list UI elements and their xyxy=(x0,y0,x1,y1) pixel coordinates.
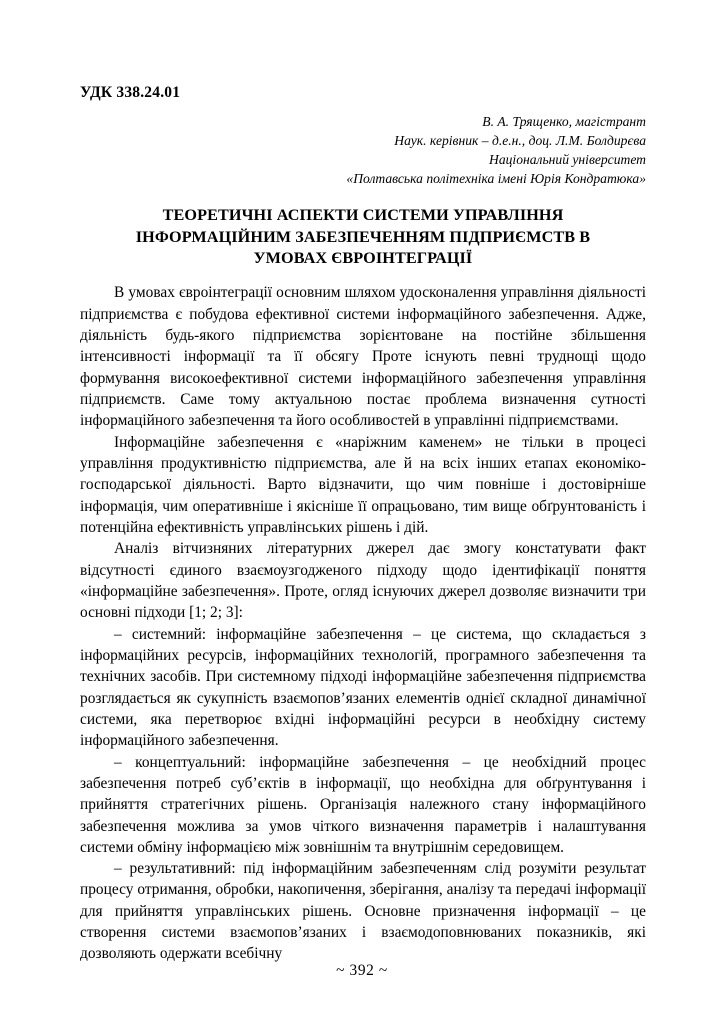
page-title xyxy=(80,205,646,269)
paragraph-2: Інформаційне забезпечення є «наріжним каменем» не тільки в процесі управління продуктивністю підприємства, але й на всіх інших етапах економіко-господарської діяльності. Варто відзначити, що чим повніше і достовірніше інформація, чим оперативніше і якісніше її опрацьовано, тим вище обґрунтованість і потенційна ефективність управлінських рішень і дій. xyxy=(80,433,646,536)
institution-line-2: «Полтавська політехніка імені Юрія Кондратюка» xyxy=(346,171,646,187)
list-item-resultative: – результативний: під інформаційним забезпеченням слід розуміти результат процесу отримання, обробки, накопичення, зберігання, аналізу та передачі інформації для прийняття управлінських рішень. Основне призначення інформації – це створення системи взаємопов’язаних і взаємодоповнюваних показників, які дозволяють одержати всебічну xyxy=(80,860,646,963)
title-line-1: ТЕОРЕТИЧНІ АСПЕКТИ СИСТЕМИ УПРАВЛІННЯ xyxy=(162,206,564,225)
supervisor-name: Наук. керівник – д.е.н., доц. Л.М. Болдирєва xyxy=(394,133,646,149)
title-line-3: УМОВАХ ЄВРОІНТЕГРАЦІЇ xyxy=(253,248,473,267)
institution-line-1: Національний університет xyxy=(489,152,646,168)
udk-code: УДК 338.24.01 xyxy=(80,84,181,101)
page-number: ~ 392 ~ xyxy=(336,962,388,979)
page-content xyxy=(80,0,646,965)
list-item-systemic: – системний: інформаційне забезпечення – це система, що складається з інформаційних ресурсів, інформаційних технологій, програмного забезпечення та технічних засобів. При системному підході інформаційне забезпечення підприємства розглядається як сукупність взаємопов’язаних елементів однієї складної динамічної системи, яка перетворює вхідні інформаційні ресурси в необхідну систему інформаційного забезпечення. xyxy=(80,625,646,750)
author-affiliation-block xyxy=(80,112,646,188)
title-line-2: ІНФОРМАЦІЙНИМ ЗАБЕЗПЕЧЕННЯМ ПІДПРИЄМСТВ В xyxy=(135,227,591,246)
author-name: В. А. Трященко, магістрант xyxy=(482,114,646,130)
paragraph-1: В умовах євроінтеграції основним шляхом удосконалення управління діяльності підприємства є побудова ефективної системи інформаційного забезпечення. Адже, діяльність будь-якого підприємства зорієнтоване на постійне збільшення інтенсивності інформації та її обсягу Проте існують певні труднощі щодо формування високоефективної системи інформаційного забезпечення управління підприємств. Саме тому актуальною постає проблема визначення сутності інформаційного забезпечення та його особливостей в управлінні підприємствами. xyxy=(80,284,646,430)
body-text xyxy=(80,282,646,965)
paragraph-3: Аналіз вітчизняних літературних джерел дає змогу констатувати факт відсутності єдиного взаємоузгодженого підходу щодо ідентифікації поняття «інформаційне забезпечення». Проте, огляд існуючих джерел дозволяє визначити три основні підходи [1; 2; 3]: xyxy=(80,540,646,622)
list-item-conceptual: – концептуальний: інформаційне забезпечення – це необхідний процес забезпечення потреб суб’єктів в інформації, що необхідна для обґрунтування і прийняття стратегічних рішень. Організація належного стану інформаційного забезпечення можлива за умов чіткого визначення параметрів і налаштування системи обміну інформацією між зовнішнім та внутрішнім середовищем. xyxy=(80,753,646,856)
